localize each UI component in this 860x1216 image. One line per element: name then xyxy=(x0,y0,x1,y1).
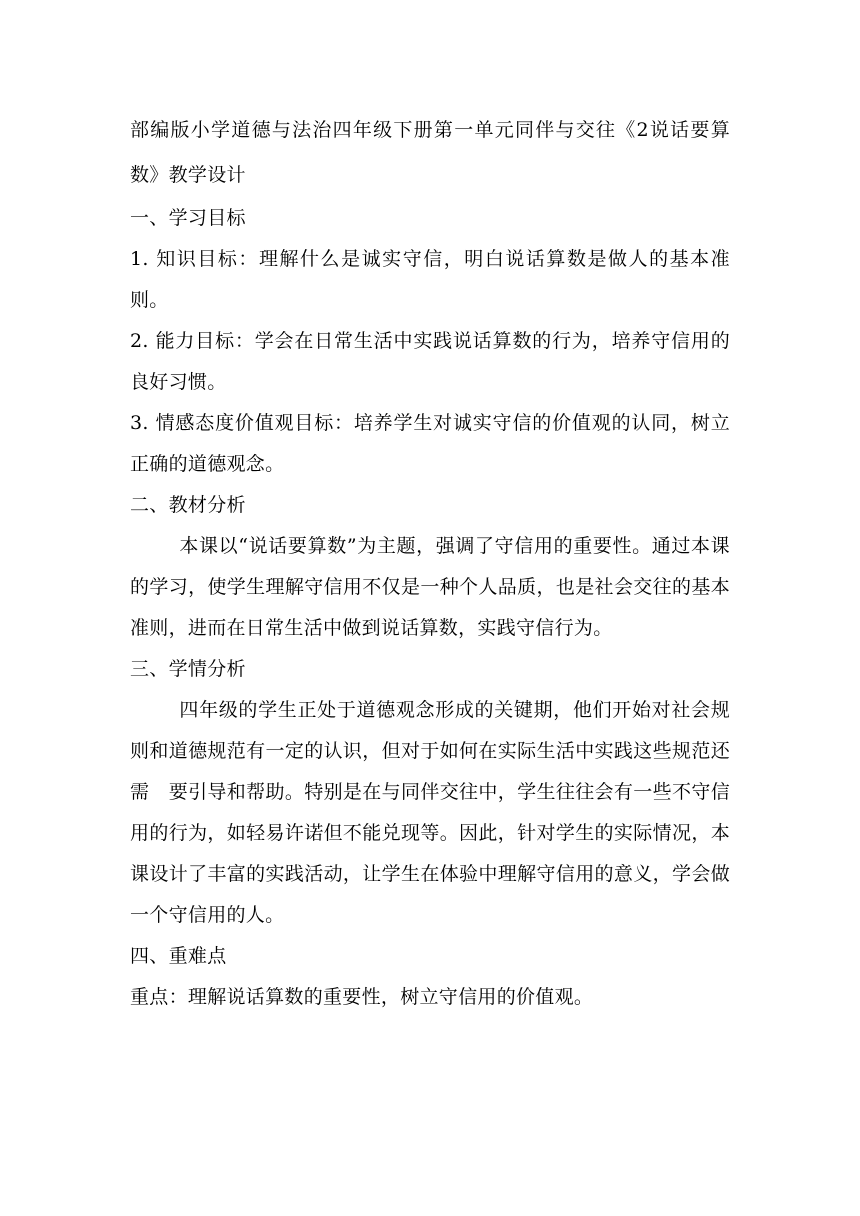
textbook-analysis-paragraph: 本课以“说话要算数”为主题，强调了守信用的重要性。通过本课的学习，使学生理解守信用不仅是一种个人品质，也是社会交往的基本准则，进而在日常生活中做到说话算数，实践守信行为。 xyxy=(130,535,730,639)
document-title: 部编版小学道德与法治四年级下册第一单元同伴与交往《2说话要算数》教学设计 xyxy=(130,119,730,186)
key-point-text: 重点：理解说话算数的重要性，树立守信用的价值观。 xyxy=(130,986,594,1008)
student-analysis-paragraph: 四年级的学生正处于道德观念形成的关键期，他们开始对社会规则和道德规范有一定的认识，但对于如何在实际生活中实践这些规范还需 要引导和帮助。特别是在与同伴交往中，学生往往会有一些不守信用的行为，如轻易许诺但不能兑现等。因此，针对学生的实际情况，本课设计了丰富的实践活动，让学生在体验中理解守信用的意义，学会做一个守信用的人。 xyxy=(130,699,730,926)
section-heading-textbook-analysis: 二、教材分析 xyxy=(130,494,246,516)
section-heading-key-points: 四、重难点 xyxy=(130,945,227,967)
section-heading-student-analysis: 三、学情分析 xyxy=(130,658,246,680)
goal-item-knowledge: 1. 知识目标：理解什么是诚实守信，明白说话算数是做人的基本准则。 xyxy=(130,248,730,311)
goal-item-ability: 2. 能力目标：学会在日常生活中实践说话算数的行为，培养守信用的良好习惯。 xyxy=(130,330,730,393)
document-body xyxy=(130,108,730,1018)
goal-item-values: 3. 情感态度价值观目标：培养学生对诚实守信的价值观的认同，树立正确的道德观念。 xyxy=(130,412,730,475)
section-heading-learning-goals: 一、学习目标 xyxy=(130,207,246,229)
